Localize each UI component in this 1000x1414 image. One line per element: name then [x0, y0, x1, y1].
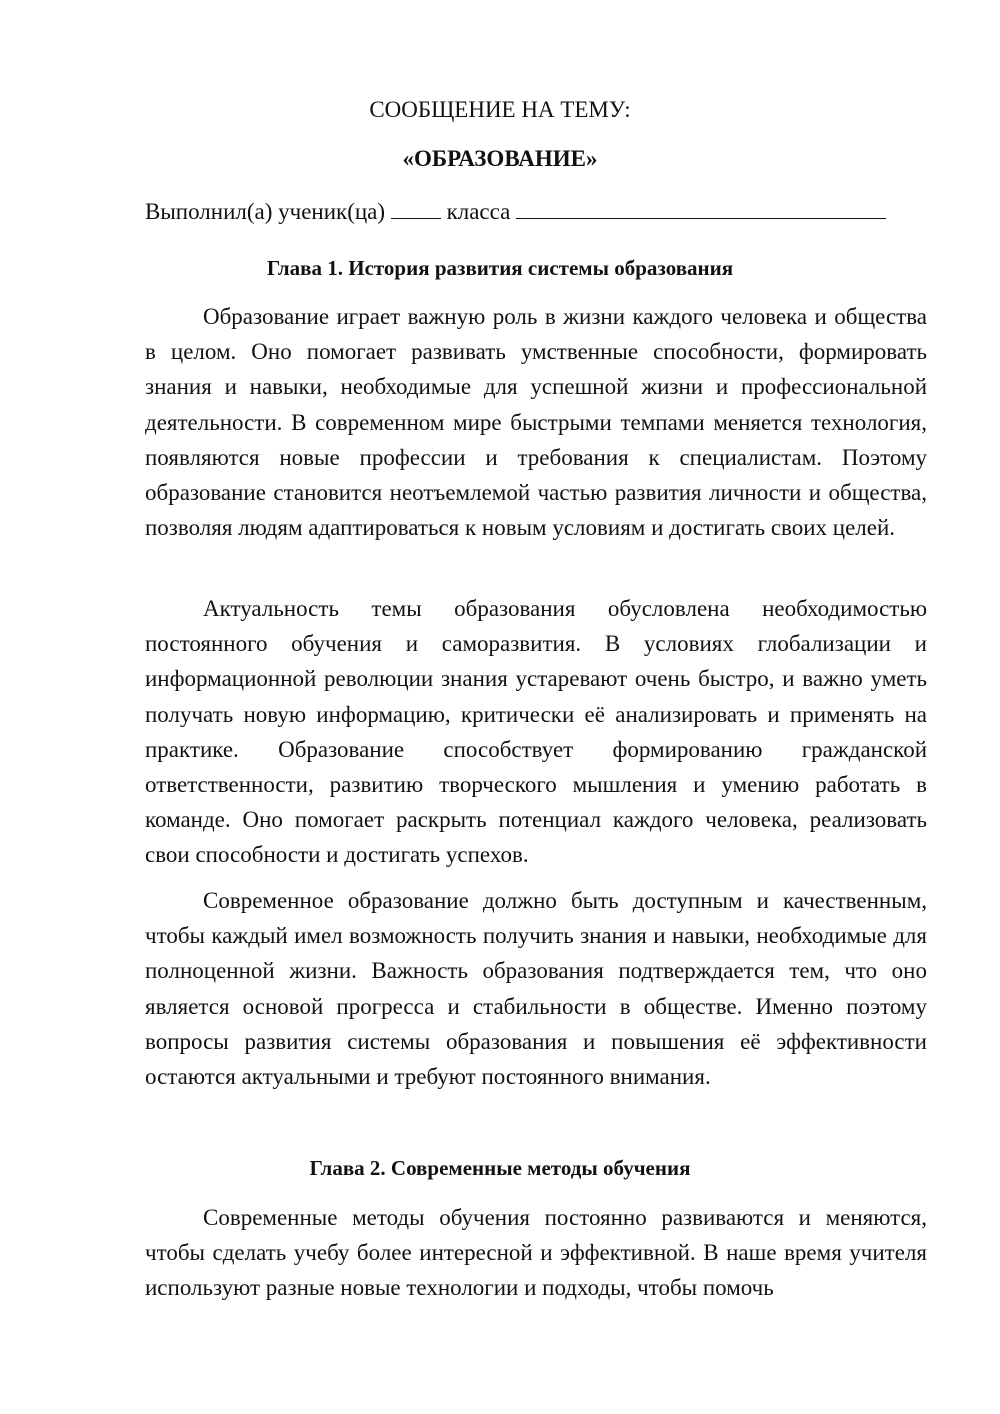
- author-line: [145, 198, 935, 226]
- class-number-blank: [391, 198, 441, 219]
- chapter2-heading: Глава 2. Современные методы обучения: [309, 1156, 691, 1180]
- document-title-line1: СООБЩЕНИЕ НА ТЕМУ:: [369, 97, 631, 122]
- chapter1-paragraph-3: Современное образование должно быть доступным и качественным, чтобы каждый имел возможность получить знания и навыки, необходимые для полноценной жизни. Важность образования подтверждается тем, что оно является основой прогресса и стабильности в обществе. Именно поэтому вопросы развития системы образования и повышения её эффективности остаются актуальными и требуют постоянного внимания.: [145, 888, 927, 1090]
- document-title-line2: «ОБРАЗОВАНИЕ»: [402, 146, 598, 171]
- chapter1-heading: Глава 1. История развития системы образования: [266, 256, 734, 280]
- author-label: Выполнил(а) ученик(ца): [145, 199, 386, 224]
- chapter1-paragraph-2: Актуальность темы образования обусловлена необходимостью постоянного обучения и саморазвития. В условиях глобализации и информационной революции знания устаревают очень быстро, и важно уметь получать новую информацию, критически её анализировать и применять на практике. Образование способствует формированию гражданской ответственности, развитию творческого мышления и умению работать в команде. Оно помогает раскрыть потенциал каждого человека, реализовать свои способности и достигать успехов.: [145, 596, 927, 868]
- class-label: класса: [446, 199, 511, 224]
- author-name-blank: [516, 198, 886, 219]
- chapter2-paragraph-1: Современные методы обучения постоянно развиваются и меняются, чтобы сделать учебу более интересной и эффективной. В наше время учителя используют разные новые технологии и подходы, чтобы помочь: [145, 1205, 927, 1301]
- chapter1-paragraph-1: Образование играет важную роль в жизни каждого человека и общества в целом. Оно помогает развивать умственные способности, формировать знания и навыки, необходимые для успешной жизни и профессиональной деятельности. В современном мире быстрыми темпами меняется технология, появляются новые профессии и требования к специалистам. Поэтому образование становится неотъемлемой частью развития личности и общества, позволяя людям адаптироваться к новым условиям и достигать своих целей.: [145, 304, 927, 541]
